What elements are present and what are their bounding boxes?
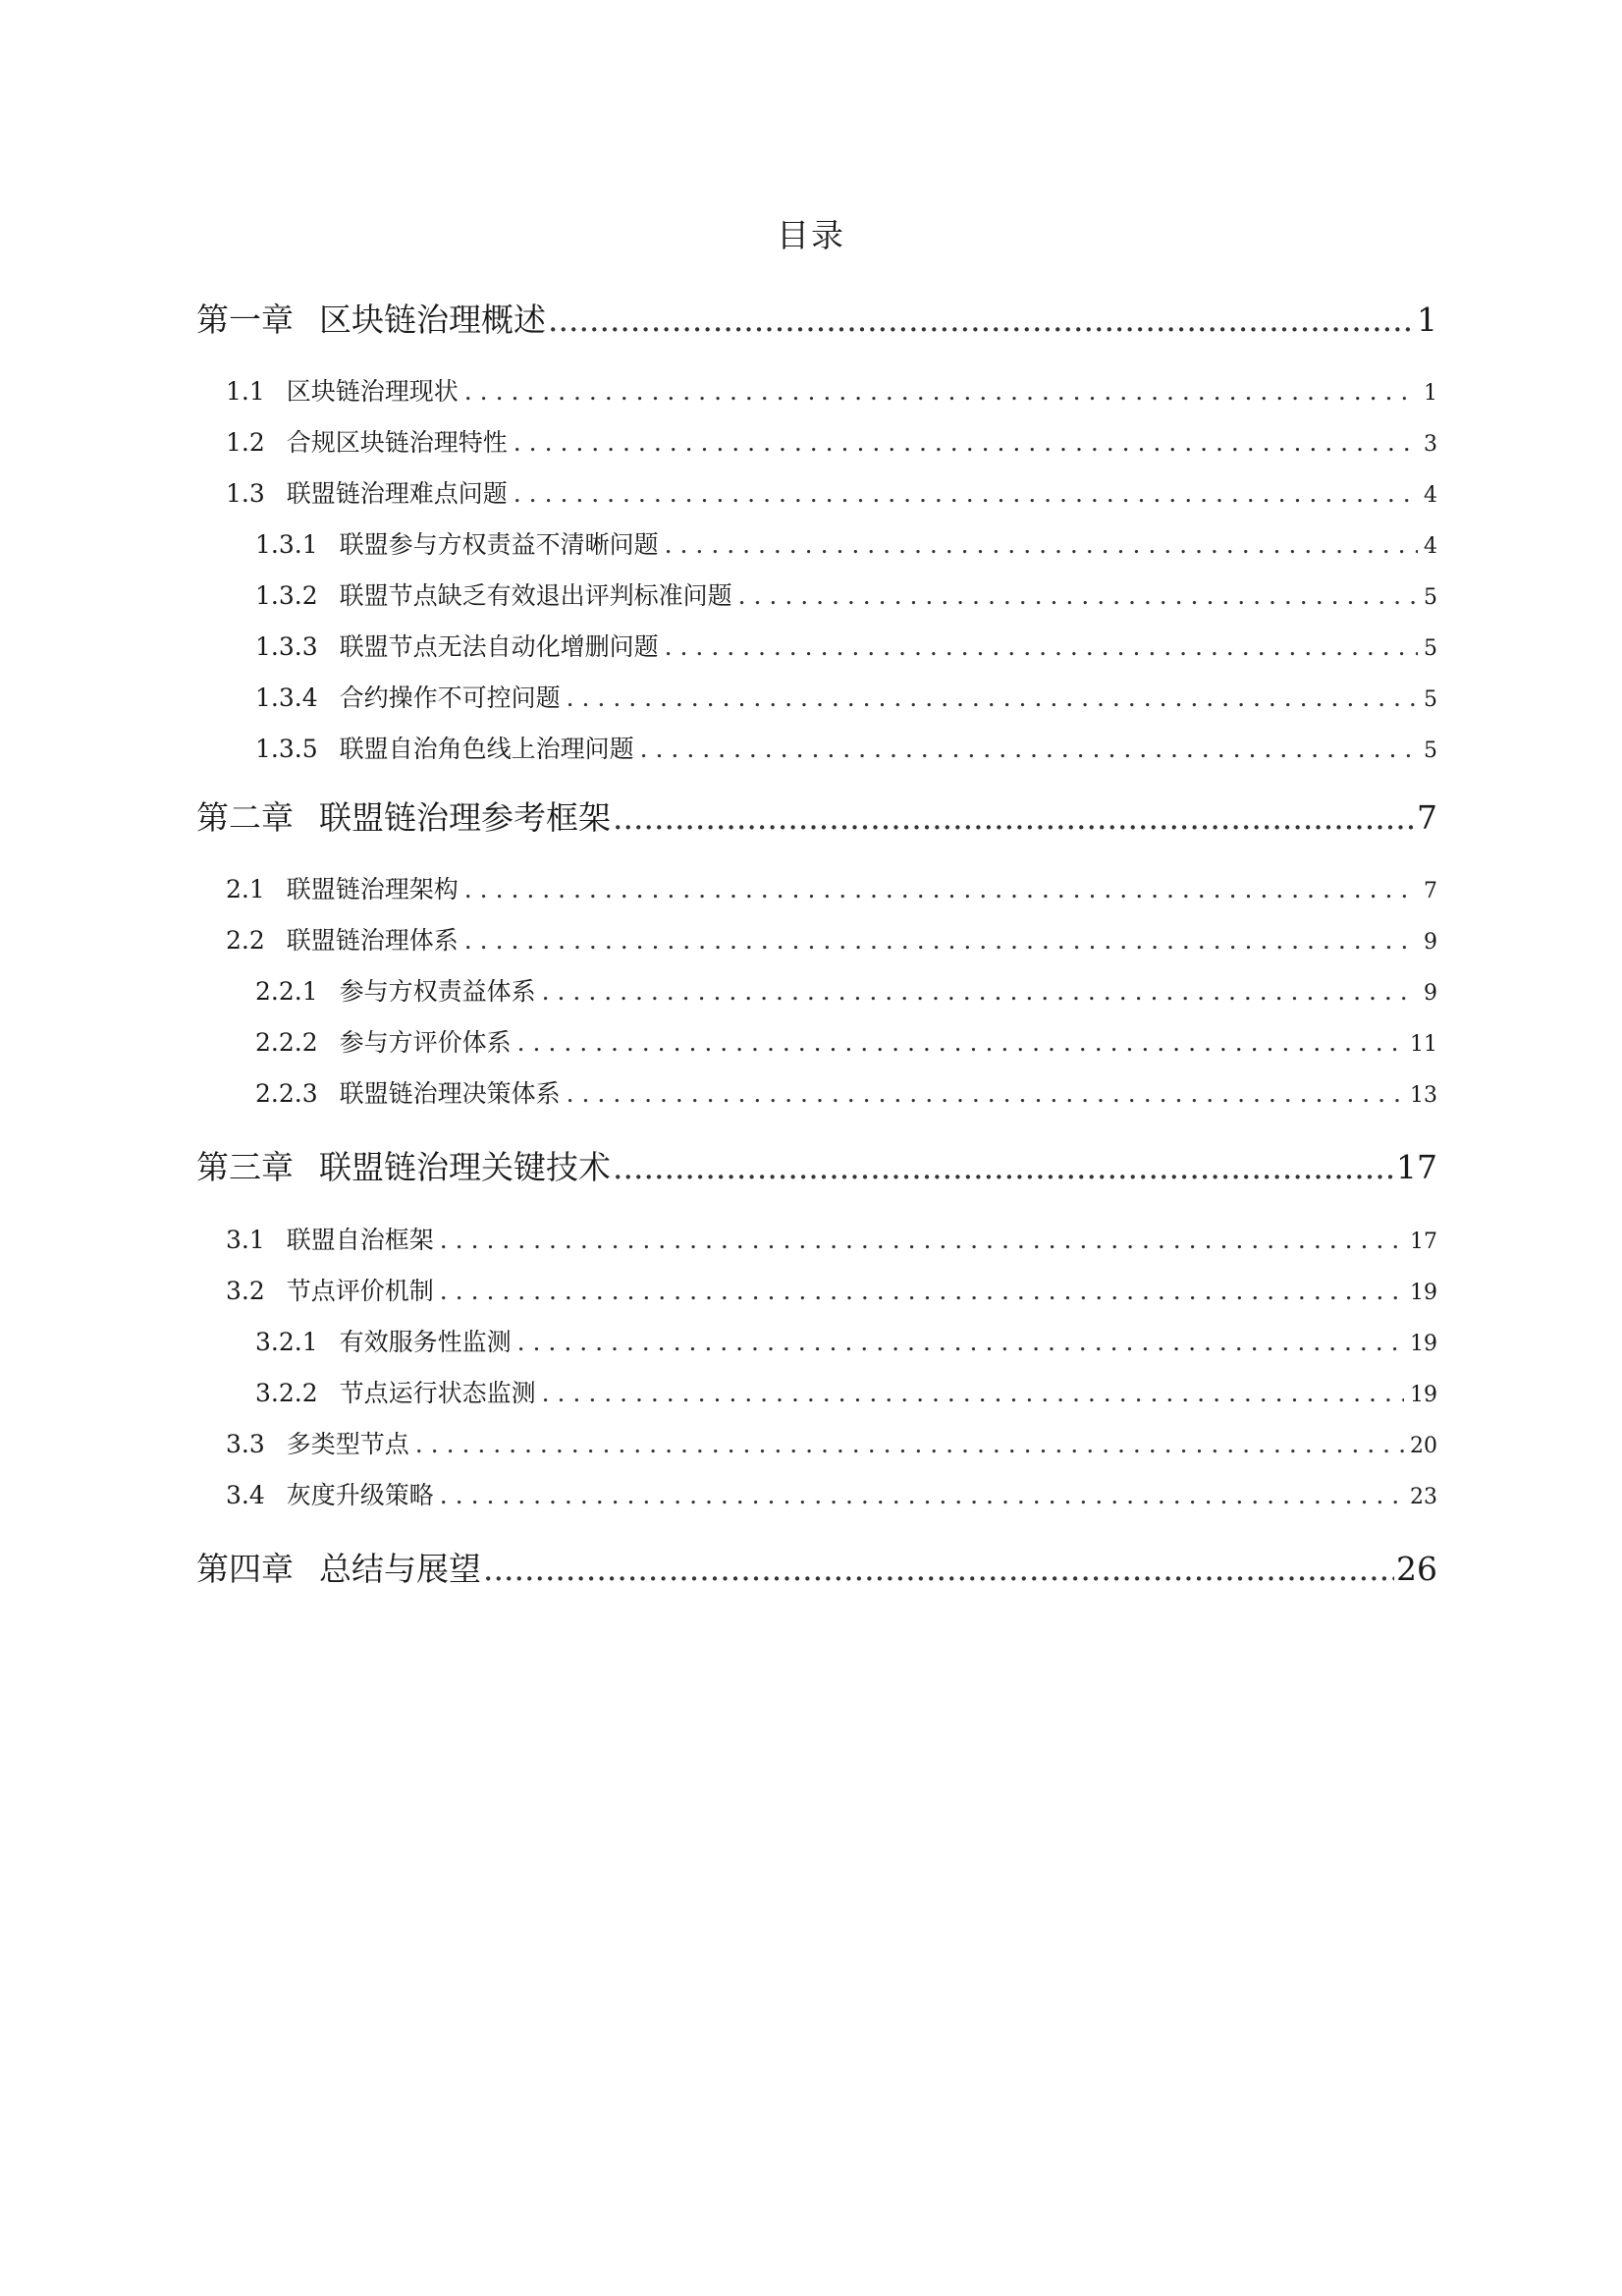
toc-entry-text: 联盟节点缺乏有效退出评判标准问题	[339, 581, 732, 610]
toc-entry-page: 5	[1424, 585, 1437, 610]
toc-entry-text: 合规区块链治理特性	[286, 428, 508, 457]
toc-entry-3-2[interactable]	[226, 1272, 1437, 1307]
toc-entry-page: 9	[1424, 981, 1437, 1006]
toc-entry-text: 联盟链治理参考框架	[319, 798, 611, 837]
dot-leader	[567, 1079, 1404, 1108]
toc-entry-number: 第一章	[196, 301, 294, 339]
toc-entry-text: 联盟链治理决策体系	[339, 1079, 561, 1108]
toc-entry-3-4[interactable]	[226, 1476, 1437, 1511]
toc-entry-1-2[interactable]	[226, 423, 1437, 459]
toc-entry-number: 1.3.4	[255, 683, 318, 712]
toc-entry-text: 节点运行状态监测	[339, 1379, 536, 1407]
toc-entry-number: 2.2.3	[255, 1079, 318, 1108]
dot-leader	[640, 735, 1418, 763]
toc-entry-page: 11	[1410, 1032, 1437, 1057]
dot-leader	[613, 1148, 1394, 1186]
toc-entry-number: 1.3.2	[255, 581, 318, 610]
toc-entry-number: 1.3.1	[255, 530, 318, 559]
toc-entry-number: 1.3.5	[255, 735, 318, 763]
toc-entry-page: 17	[1410, 1230, 1437, 1254]
toc-entry-number: 第三章	[196, 1148, 294, 1186]
toc-entry-page: 20	[1410, 1434, 1437, 1458]
toc-entry-chapter-4[interactable]	[196, 1544, 1437, 1590]
dot-leader	[440, 1226, 1404, 1254]
toc-entry-text: 联盟链治理关键技术	[319, 1148, 611, 1186]
toc-entry-text: 联盟链治理难点问题	[286, 479, 508, 508]
toc-entry-number: 1.3	[226, 479, 265, 508]
toc-entry-text: 参与方评价体系	[339, 1028, 512, 1057]
toc-entry-page: 19	[1410, 1383, 1437, 1407]
toc-entry-number: 1.2	[226, 428, 265, 457]
dot-leader	[665, 632, 1418, 661]
toc-entry-2-2-2[interactable]	[255, 1023, 1437, 1059]
toc-entry-1-1[interactable]	[226, 372, 1437, 408]
toc-entry-text: 灰度升级策略	[286, 1481, 434, 1509]
toc-entry-1-3-3[interactable]	[255, 628, 1437, 663]
toc-entry-chapter-2[interactable]	[196, 793, 1437, 839]
toc-entry-text: 联盟参与方权责益不清晰问题	[339, 530, 659, 559]
dot-leader	[440, 1277, 1404, 1305]
toc-entry-number: 第四章	[196, 1550, 294, 1588]
toc-entry-page: 1	[1424, 381, 1437, 406]
toc-entry-2-1[interactable]	[226, 870, 1437, 905]
toc-entry-page: 4	[1424, 483, 1437, 508]
toc-entry-text: 联盟链治理体系	[286, 926, 459, 955]
toc-entry-page: 5	[1424, 738, 1437, 763]
dot-leader	[517, 1328, 1404, 1356]
toc-entry-page: 9	[1424, 930, 1437, 955]
toc-entry-number: 1.1	[226, 377, 265, 406]
toc-entry-page: 7	[1417, 798, 1437, 837]
dot-leader	[514, 479, 1418, 508]
toc-entry-number: 3.3	[226, 1430, 265, 1458]
dot-leader	[464, 377, 1418, 406]
dot-leader	[548, 301, 1415, 339]
dot-leader	[464, 926, 1418, 955]
dot-leader	[665, 530, 1418, 559]
dot-leader	[517, 1028, 1404, 1057]
toc-entry-page: 13	[1410, 1083, 1437, 1108]
toc-entry-2-2-1[interactable]	[255, 972, 1437, 1008]
toc-entry-text: 总结与展望	[319, 1550, 481, 1588]
dot-leader	[567, 683, 1418, 712]
toc-entry-3-3[interactable]	[226, 1425, 1437, 1460]
toc-entry-1-3-2[interactable]	[255, 576, 1437, 612]
toc-entry-page: 5	[1424, 687, 1437, 712]
dot-leader	[514, 428, 1418, 457]
toc-entry-chapter-1[interactable]	[196, 295, 1437, 341]
dot-leader	[542, 977, 1418, 1006]
toc-entry-page: 23	[1410, 1485, 1437, 1509]
toc-entry-number: 3.1	[226, 1226, 265, 1254]
dot-leader	[542, 1379, 1404, 1407]
toc-entry-page: 19	[1410, 1281, 1437, 1305]
toc-entry-chapter-3[interactable]	[196, 1142, 1437, 1188]
toc-entry-number: 2.1	[226, 875, 265, 903]
toc-entry-text: 联盟自治框架	[286, 1226, 434, 1254]
toc-entry-page: 17	[1396, 1148, 1437, 1186]
toc-entry-1-3-4[interactable]	[255, 679, 1437, 714]
toc-entry-page: 26	[1396, 1550, 1437, 1588]
toc-entry-text: 多类型节点	[286, 1430, 409, 1458]
toc-entry-2-2[interactable]	[226, 921, 1437, 957]
toc-entry-text: 合约操作不可控问题	[339, 683, 561, 712]
toc-entry-number: 第二章	[196, 798, 294, 837]
toc-entry-page: 7	[1424, 879, 1437, 903]
toc-entry-text: 联盟节点无法自动化增删问题	[339, 632, 659, 661]
toc-entry-text: 区块链治理现状	[286, 377, 459, 406]
toc-entry-text: 有效服务性监测	[339, 1328, 512, 1356]
toc-entry-page: 19	[1410, 1332, 1437, 1356]
dot-leader	[440, 1481, 1404, 1509]
toc-entry-number: 2.2.1	[255, 977, 318, 1006]
dot-leader	[415, 1430, 1404, 1458]
toc-entry-1-3[interactable]	[226, 474, 1437, 510]
toc-entry-number: 2.2.2	[255, 1028, 318, 1057]
toc-entry-page: 4	[1424, 534, 1437, 559]
toc-entry-number: 2.2	[226, 926, 265, 955]
page-title: 目录	[777, 216, 845, 254]
dot-leader	[483, 1550, 1394, 1588]
toc-entry-page: 1	[1417, 301, 1437, 339]
toc-entry-page: 3	[1424, 432, 1437, 457]
toc-entry-1-3-5[interactable]	[255, 730, 1437, 765]
toc-entry-3-2-1[interactable]	[255, 1323, 1437, 1358]
toc-entry-text: 联盟自治角色线上治理问题	[339, 735, 634, 763]
toc-entry-1-3-1[interactable]	[255, 525, 1437, 561]
dot-leader	[464, 875, 1418, 903]
dot-leader	[738, 581, 1418, 610]
toc-entry-number: 3.2	[226, 1277, 265, 1305]
dot-leader	[613, 798, 1415, 837]
toc-entry-number: 3.2.1	[255, 1328, 318, 1356]
toc-entry-page: 5	[1424, 636, 1437, 661]
toc-entry-text: 节点评价机制	[286, 1277, 434, 1305]
toc-entry-number: 3.4	[226, 1481, 265, 1509]
toc-entry-text: 联盟链治理架构	[286, 875, 459, 903]
toc-entry-text: 区块链治理概述	[319, 301, 546, 339]
toc-entry-2-2-3[interactable]	[255, 1074, 1437, 1110]
toc-entry-3-2-2[interactable]	[255, 1374, 1437, 1409]
toc-entry-number: 3.2.2	[255, 1379, 318, 1407]
toc-entry-number: 1.3.3	[255, 632, 318, 661]
toc-entry-3-1[interactable]	[226, 1221, 1437, 1256]
toc-entry-text: 参与方权责益体系	[339, 977, 536, 1006]
